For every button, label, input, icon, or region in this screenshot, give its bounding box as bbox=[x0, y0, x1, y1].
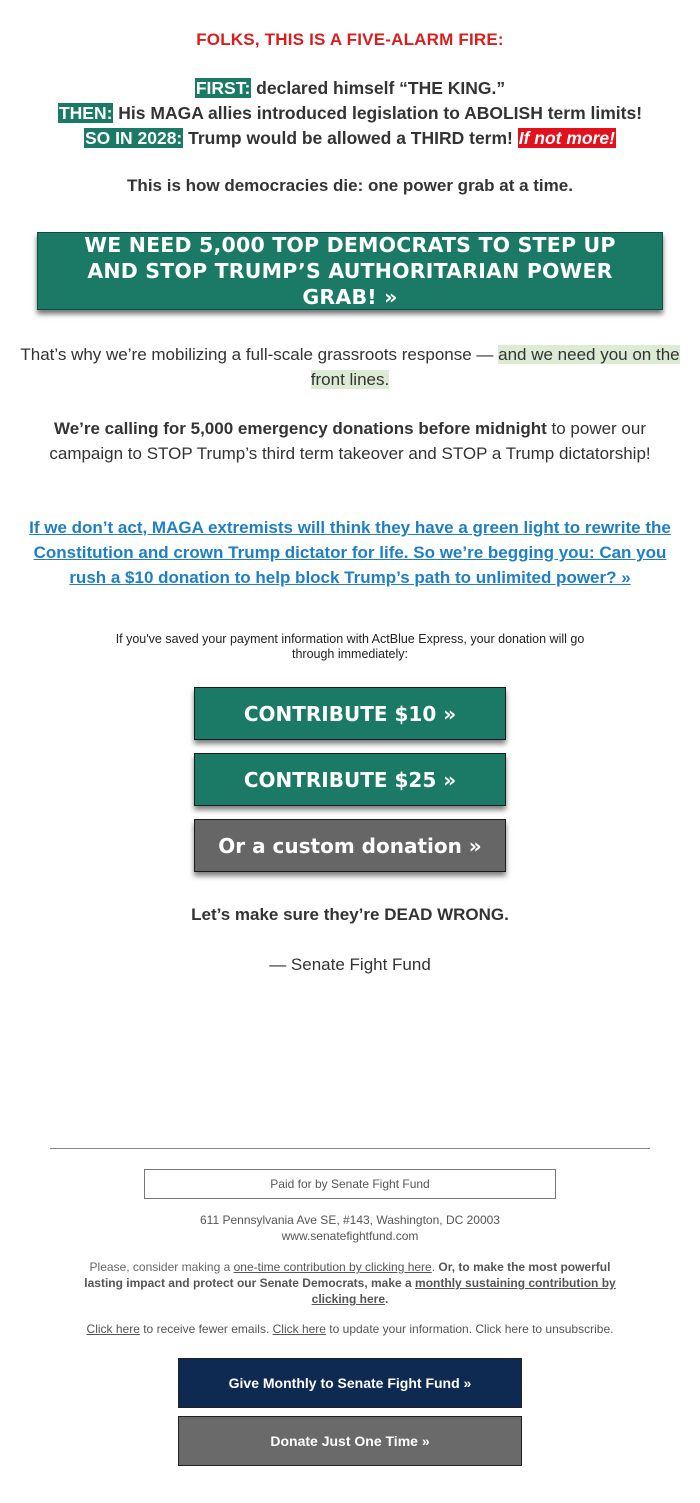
donate-once-button[interactable]: Donate Just One Time » bbox=[178, 1416, 522, 1466]
footer-divider bbox=[50, 1148, 650, 1149]
monthly-link[interactable]: monthly sustaining contribution by clicking here bbox=[311, 1276, 616, 1306]
please-mid: . bbox=[431, 1260, 439, 1274]
front-lines-highlight: and we need you on the front lines. bbox=[310, 345, 680, 389]
big-cta-button[interactable]: WE NEED 5,000 TOP DEMOCRATS TO STEP UP AND STOP TRUMP’S AUTHORITARIAN POWER GRAB! » bbox=[37, 232, 663, 310]
please-end: . bbox=[385, 1292, 389, 1306]
emergency-paragraph bbox=[20, 416, 680, 466]
signature: — Senate Fight Fund bbox=[269, 955, 431, 974]
line-then bbox=[0, 101, 700, 126]
update-info-link[interactable]: Click here bbox=[272, 1322, 326, 1336]
emergency-bold: We’re calling for 5,000 emergency donations before midnight bbox=[53, 419, 547, 438]
footer-please bbox=[70, 1259, 630, 1307]
custom-donation-button[interactable]: Or a custom donation » bbox=[194, 819, 506, 872]
line-2028-text: Trump would be allowed a THIRD term! bbox=[183, 128, 518, 148]
if-not-more: If not more! bbox=[518, 128, 615, 148]
actblue-express-note: If you've saved your payment information with ActBlue Express, your donation will go through immediately: bbox=[115, 632, 585, 661]
dead-wrong-line: Let’s make sure they’re DEAD WRONG. bbox=[191, 905, 509, 924]
donation-appeal bbox=[18, 515, 682, 590]
please-pre: Please, consider making a bbox=[89, 1260, 234, 1274]
emergency-rest: to power our campaign to STOP Trump’s third term takeover and STOP a Trump dictatorship! bbox=[49, 419, 651, 463]
footer-preferences bbox=[0, 1322, 700, 1336]
intro-lines bbox=[0, 76, 700, 151]
line-then-text: His MAGA allies introduced legislation to ABOLISH term limits! bbox=[113, 103, 643, 123]
mobilizing-paragraph bbox=[20, 342, 680, 392]
line-2028 bbox=[0, 126, 700, 151]
contribute-25-button[interactable]: CONTRIBUTE $25 » bbox=[194, 753, 506, 806]
line-first-text: declared himself “THE KING.” bbox=[251, 78, 506, 98]
line-first bbox=[0, 76, 700, 101]
donation-appeal-link[interactable]: If we don’t act, MAGA extremists will think they have a green light to rewrite the Constitution and crown Trump dictator for life. So we’re begging you: Can you rush a $10 donation to help block Trump’s path to unlimited power? » bbox=[29, 518, 671, 587]
one-time-link[interactable]: one-time contribution by clicking here bbox=[233, 1260, 432, 1274]
please-bold-text: Or, to make the most powerful lasting impact and protect our Senate Democrats, make a bbox=[84, 1260, 611, 1290]
democracies-line: This is how democracies die: one power grab at a time. bbox=[127, 176, 573, 195]
tag-then: THEN: bbox=[58, 103, 113, 123]
paid-for-box bbox=[144, 1169, 556, 1199]
update-text: to update your information. Click here to unsubscribe. bbox=[325, 1322, 614, 1336]
footer-address: 611 Pennsylvania Ave SE, #143, Washington, DC 20003 bbox=[200, 1213, 500, 1227]
give-monthly-button[interactable]: Give Monthly to Senate Fight Fund » bbox=[178, 1358, 522, 1408]
tag-2028: SO IN 2028: bbox=[84, 128, 183, 148]
paid-for-text: Paid for by Senate Fight Fund bbox=[270, 1177, 430, 1191]
fewer-emails-link[interactable]: Click here bbox=[86, 1322, 140, 1336]
alarm-headline: FOLKS, THIS IS A FIVE-ALARM FIRE: bbox=[196, 30, 504, 49]
contribute-10-button[interactable]: CONTRIBUTE $10 » bbox=[194, 687, 506, 740]
fewer-text: to receive fewer emails. bbox=[139, 1322, 273, 1336]
footer-address-block bbox=[0, 1212, 700, 1244]
mobilizing-text: That’s why we’re mobilizing a full-scale grassroots response — bbox=[20, 345, 499, 364]
tag-first: FIRST: bbox=[195, 78, 251, 98]
footer-website: www.senatefightfund.com bbox=[281, 1229, 419, 1243]
